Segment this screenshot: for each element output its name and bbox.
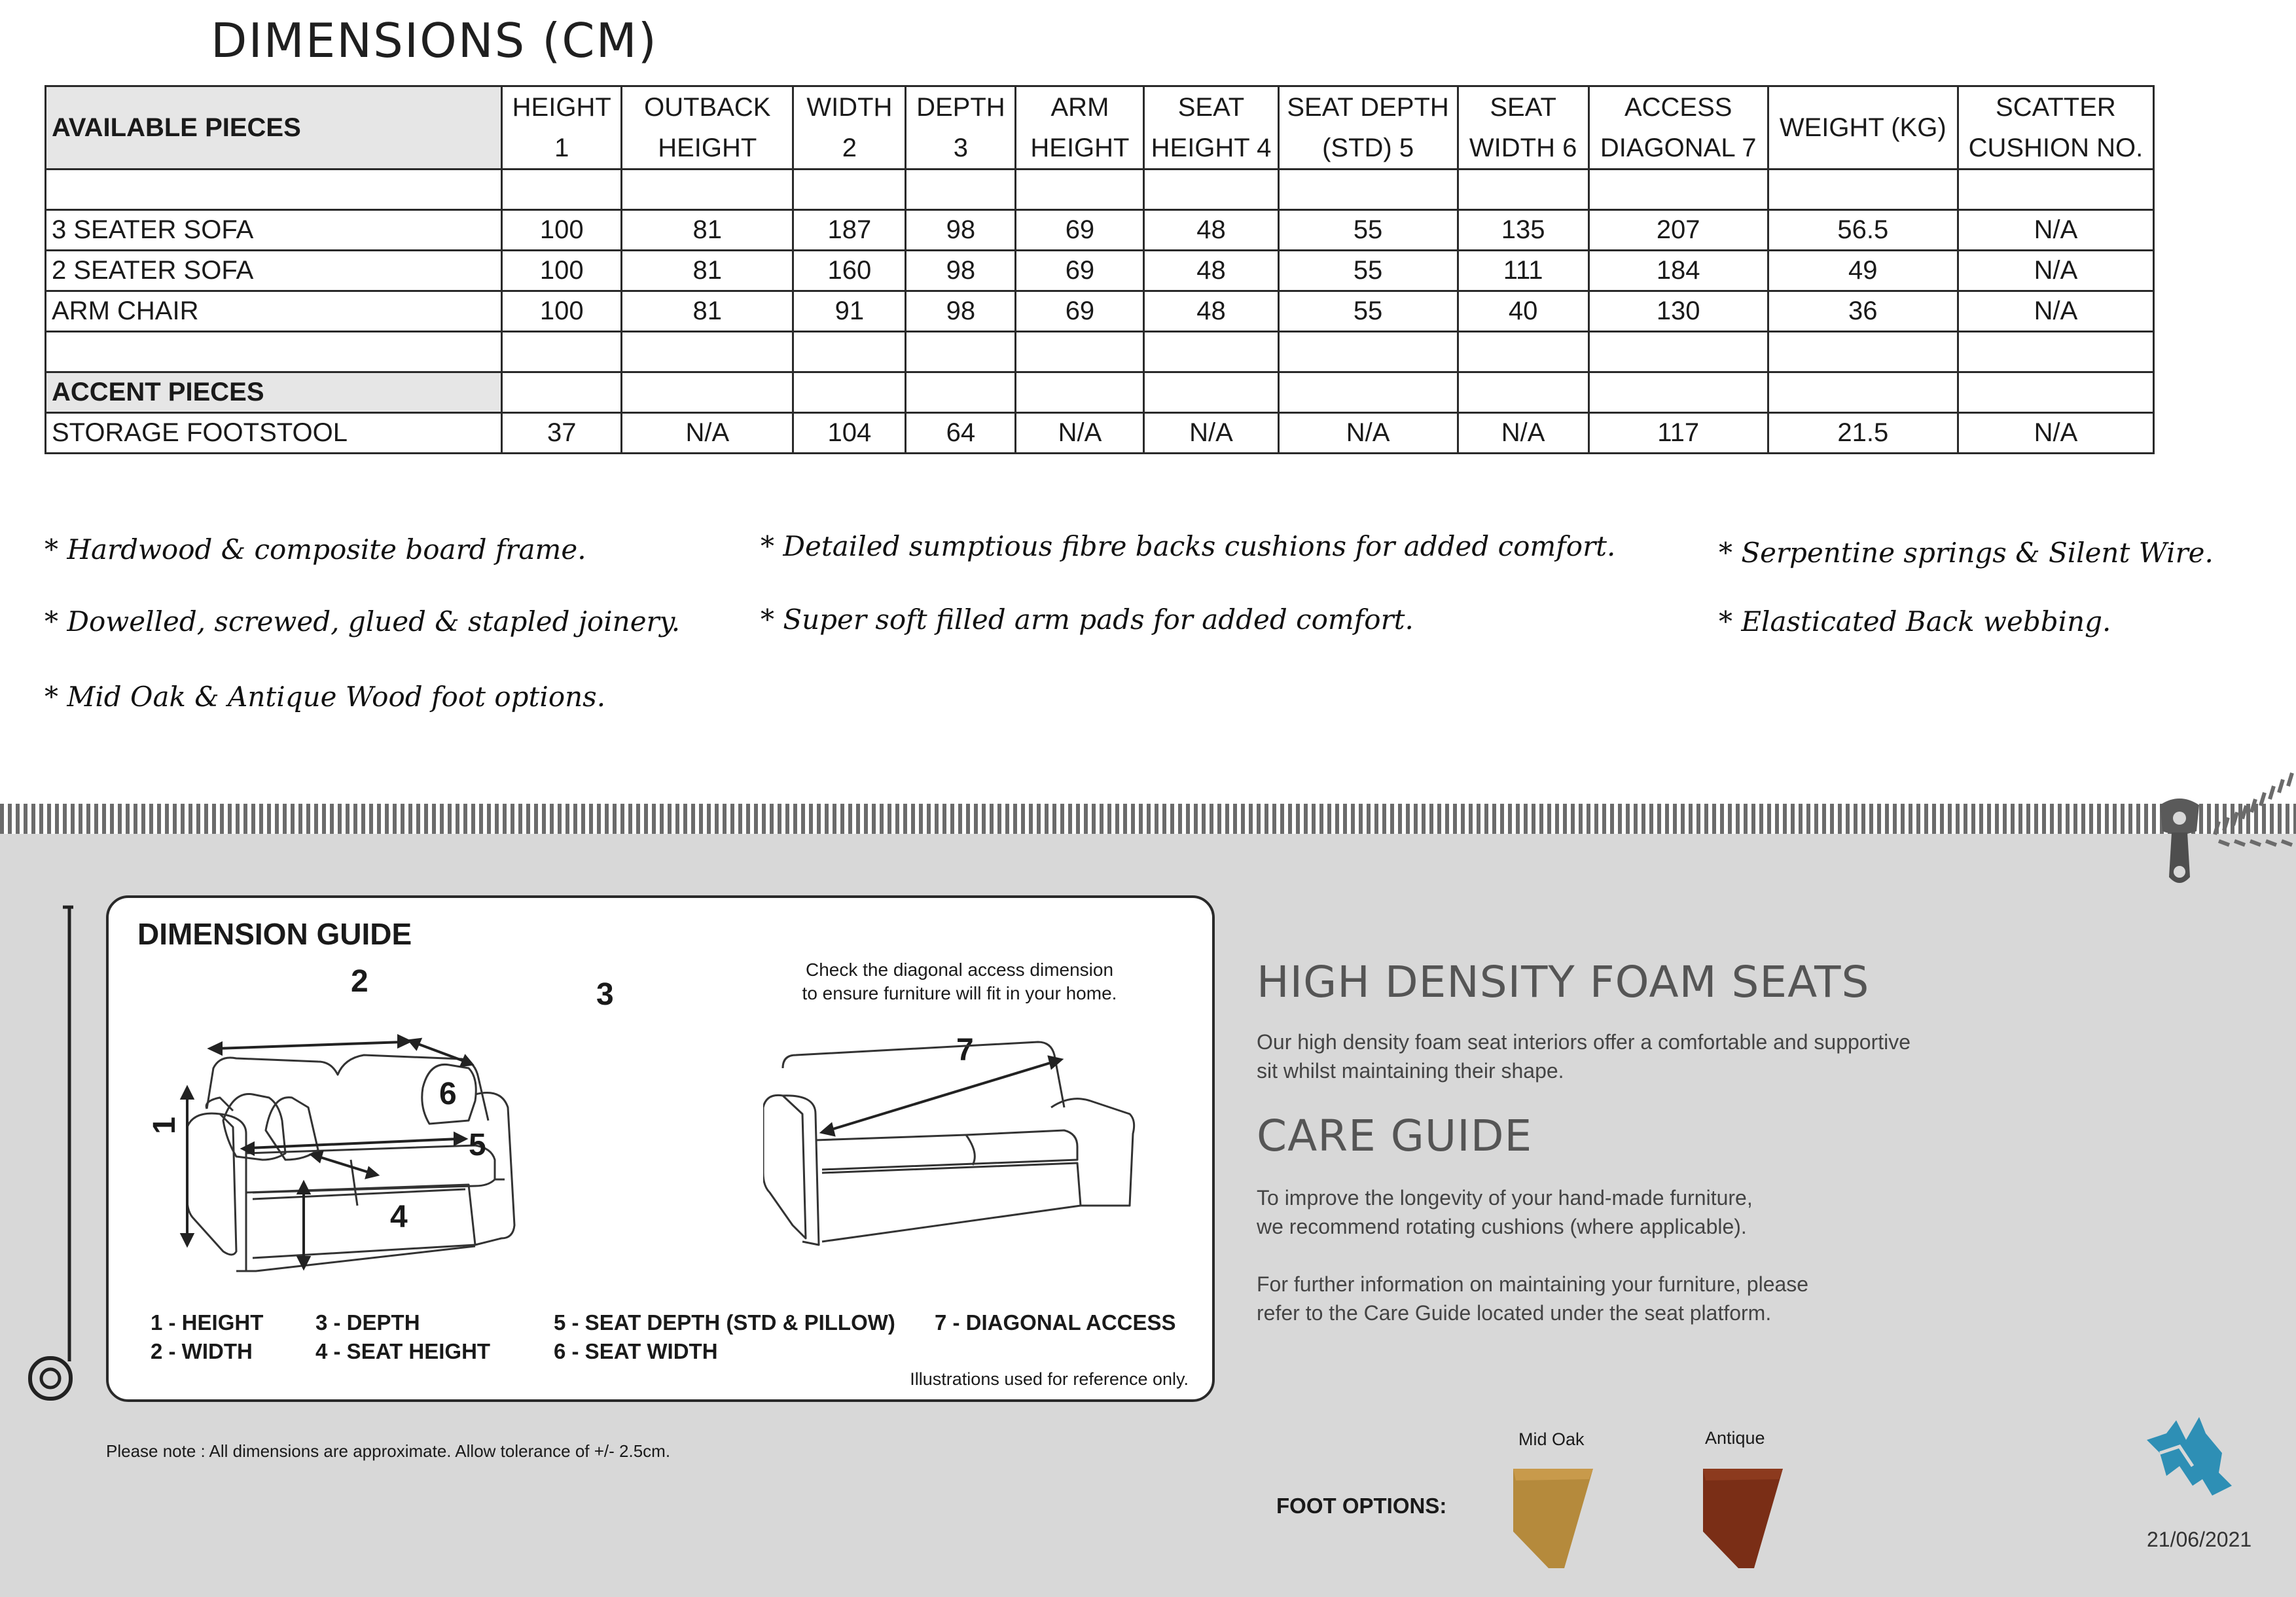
feature-item: * Detailed sumptious fibre backs cushions for added comfort.	[761, 530, 1616, 562]
table-cell: 55	[1278, 291, 1458, 332]
dimension-number: 4	[390, 1200, 408, 1234]
table-cell	[1588, 170, 1768, 210]
care-description-line: we recommend rotating cushions (where applicable).	[1257, 1215, 1747, 1238]
dimension-number: 6	[439, 1077, 457, 1111]
legend-item: 3 - DEPTH	[315, 1310, 420, 1335]
feature-item: * Mid Oak & Antique Wood foot options.	[45, 681, 606, 713]
row-label: 2 SEATER SOFA	[46, 251, 502, 291]
table-cell: 49	[1768, 251, 1958, 291]
table-cell	[502, 332, 622, 372]
care-further-info	[1257, 1270, 1808, 1327]
table-cell: 207	[1588, 210, 1768, 251]
column-header-line: OUTBACK	[644, 93, 771, 122]
table-cell: N/A	[622, 413, 793, 454]
table-cell: 56.5	[1768, 210, 1958, 251]
care-description	[1257, 1183, 1753, 1241]
legend-item: 2 - WIDTH	[151, 1339, 253, 1363]
table-cell: 135	[1458, 210, 1588, 251]
table-cell	[46, 332, 502, 372]
table-cell	[793, 372, 906, 413]
diagonal-access-note	[763, 958, 1156, 1005]
column-header-line: DIAGONAL 7	[1600, 134, 1757, 162]
table-cell: 37	[502, 413, 622, 454]
column-header-line: SEAT	[1177, 93, 1245, 122]
mid-oak-foot-swatch	[1512, 1466, 1597, 1571]
table-cell: N/A	[1278, 413, 1458, 454]
dimension-number: 7	[956, 1033, 974, 1068]
table-row	[46, 210, 2154, 251]
table-cell: 48	[1144, 251, 1278, 291]
table-cell: 100	[502, 210, 622, 251]
table-cell: 100	[502, 291, 622, 332]
column-header-line: ARM	[1050, 93, 1109, 122]
table-cell: 55	[1278, 210, 1458, 251]
column-header	[1144, 86, 1278, 170]
table-cell	[793, 170, 906, 210]
table-cell	[1278, 372, 1458, 413]
care-description-line: For further information on maintaining your furniture, please	[1257, 1272, 1809, 1296]
column-header	[1278, 86, 1458, 170]
table-cell	[793, 332, 906, 372]
foot-option-name: Mid Oak	[1518, 1429, 1585, 1449]
table-cell	[622, 170, 793, 210]
table-cell: 40	[1458, 291, 1588, 332]
table-cell	[1588, 372, 1768, 413]
table-cell: 104	[793, 413, 906, 454]
zip-teeth-icon	[2212, 763, 2296, 848]
table-cell: 81	[622, 210, 793, 251]
zip-pull-icon	[2153, 792, 2206, 890]
table-cell	[1016, 170, 1144, 210]
table-cell: 69	[1016, 291, 1144, 332]
column-header	[622, 86, 793, 170]
column-header-line: DEPTH	[916, 93, 1005, 122]
legend-item: 1 - HEIGHT	[151, 1310, 264, 1335]
column-header-line: 1	[554, 134, 569, 162]
brand-logo-icon	[2140, 1414, 2232, 1499]
table-cell: 21.5	[1768, 413, 1958, 454]
table-cell: 69	[1016, 210, 1144, 251]
table-cell	[1768, 170, 1958, 210]
table-cell: N/A	[1016, 413, 1144, 454]
table-row	[46, 251, 2154, 291]
feature-item: * Dowelled, screwed, glued & stapled joinery.	[45, 605, 681, 637]
column-header-line: HEIGHT 4	[1151, 134, 1272, 162]
table-cell: 81	[622, 251, 793, 291]
feature-item: * Elasticated Back webbing.	[1719, 605, 2111, 637]
foot-options-label: FOOT OPTIONS:	[1276, 1494, 1447, 1518]
care-title: CARE GUIDE	[1257, 1111, 1533, 1161]
column-header-line: WIDTH	[806, 93, 893, 122]
dimension-number: 3	[596, 977, 614, 1012]
table-cell	[1278, 170, 1458, 210]
column-header	[906, 86, 1016, 170]
column-header-line: SEAT DEPTH	[1287, 93, 1449, 122]
column-header-line: ACCESS	[1624, 93, 1732, 122]
foam-description-line: Our high density foam seat interiors offer a comfortable and supportive	[1257, 1030, 1911, 1054]
column-header	[1768, 86, 1958, 170]
dimension-number: 1	[147, 1117, 182, 1134]
foam-description	[1257, 1028, 1910, 1085]
table-cell	[622, 372, 793, 413]
table-cell: 184	[1588, 251, 1768, 291]
table-cell	[1958, 372, 2153, 413]
accent-pieces-label: ACCENT PIECES	[46, 372, 502, 413]
column-header-line: HEIGHT	[512, 93, 611, 122]
foam-description-line: sit whilst maintaining their shape.	[1257, 1059, 1564, 1083]
table-cell	[906, 170, 1016, 210]
table-cell	[1768, 372, 1958, 413]
table-row	[46, 291, 2154, 332]
table-header-row	[46, 86, 2154, 170]
table-cell: 81	[622, 291, 793, 332]
accent-pieces-row	[46, 372, 2154, 413]
table-cell	[1016, 372, 1144, 413]
table-cell: 117	[1588, 413, 1768, 454]
table-cell: 98	[906, 251, 1016, 291]
row-label: 3 SEATER SOFA	[46, 210, 502, 251]
column-header-line: HEIGHT	[1030, 134, 1130, 162]
care-description-line: refer to the Care Guide located under the seat platform.	[1257, 1301, 1772, 1325]
table-cell	[1016, 332, 1144, 372]
feature-item: * Super soft filled arm pads for added comfort.	[761, 603, 1414, 636]
feature-item: * Hardwood & composite board frame.	[45, 533, 586, 565]
table-cell	[502, 170, 622, 210]
table-cell: 98	[906, 291, 1016, 332]
dimensions-table	[45, 85, 2155, 454]
column-header	[1588, 86, 1768, 170]
table-cell	[1458, 332, 1588, 372]
header-available-pieces	[46, 86, 502, 170]
column-header-line: 3	[953, 134, 969, 162]
table-cell: 36	[1768, 291, 1958, 332]
table-cell	[906, 332, 1016, 372]
tolerance-note: Please note : All dimensions are approximate. Allow tolerance of +/- 2.5cm.	[106, 1441, 671, 1461]
row-label: ARM CHAIR	[46, 291, 502, 332]
care-description-line: To improve the longevity of your hand-made furniture,	[1257, 1186, 1753, 1210]
column-header-line: WEIGHT (KG)	[1779, 113, 1946, 142]
foot-option-name: Antique	[1705, 1428, 1765, 1448]
table-cell	[1144, 332, 1278, 372]
zip-strip	[0, 804, 2296, 834]
column-header-line: AVAILABLE PIECES	[52, 113, 301, 142]
dimension-number: 5	[469, 1128, 486, 1162]
document-date: 21/06/2021	[2147, 1528, 2252, 1551]
legend-item: 7 - DIAGONAL ACCESS	[935, 1310, 1176, 1335]
table-cell	[906, 372, 1016, 413]
table-cell: 111	[1458, 251, 1588, 291]
table-cell: 55	[1278, 251, 1458, 291]
legend-item: 4 - SEAT HEIGHT	[315, 1339, 491, 1363]
table-cell	[1458, 372, 1588, 413]
column-header-line: WIDTH 6	[1469, 134, 1577, 162]
table-cell	[502, 372, 622, 413]
table-cell: 130	[1588, 291, 1768, 332]
table-cell: 91	[793, 291, 906, 332]
column-header-line: SCATTER	[1996, 93, 2116, 122]
table-cell: N/A	[1958, 291, 2153, 332]
table-cell	[1958, 332, 2153, 372]
column-header	[793, 86, 906, 170]
row-label: STORAGE FOOTSTOOL	[46, 413, 502, 454]
column-header-line: (STD) 5	[1322, 134, 1414, 162]
guide-title: DIMENSION GUIDE	[137, 917, 412, 951]
table-cell: N/A	[1458, 413, 1588, 454]
table-cell: 100	[502, 251, 622, 291]
table-cell: N/A	[1958, 210, 2153, 251]
table-cell	[1278, 332, 1458, 372]
table-row	[46, 413, 2154, 454]
table-cell: 48	[1144, 291, 1278, 332]
tape-measure-icon	[26, 903, 79, 1414]
empty-row	[46, 170, 2154, 210]
page-title: DIMENSIONS (CM)	[211, 13, 658, 68]
table-cell: N/A	[1144, 413, 1278, 454]
column-header-line: CUSHION NO.	[1968, 134, 2144, 162]
table-cell	[46, 170, 502, 210]
table-cell: 160	[793, 251, 906, 291]
table-cell	[1144, 170, 1278, 210]
column-header-line: HEIGHT	[658, 134, 757, 162]
antique-foot-swatch	[1702, 1466, 1787, 1571]
table-cell: 64	[906, 413, 1016, 454]
diagonal-access-note-line: Check the diagonal access dimension	[805, 960, 1114, 980]
column-header	[1958, 86, 2153, 170]
feature-item: * Serpentine springs & Silent Wire.	[1719, 537, 2214, 569]
column-header	[1016, 86, 1144, 170]
foam-title: HIGH DENSITY FOAM SEATS	[1257, 957, 1870, 1007]
dimension-number: 2	[351, 964, 368, 999]
dimension-guide-panel	[106, 895, 1215, 1402]
empty-row	[46, 332, 2154, 372]
table-cell	[1958, 170, 2153, 210]
table-cell	[1768, 332, 1958, 372]
table-cell: 69	[1016, 251, 1144, 291]
legend-item: 5 - SEAT DEPTH (STD & PILLOW)	[554, 1310, 895, 1335]
table-cell: N/A	[1958, 413, 2153, 454]
table-cell	[1458, 170, 1588, 210]
diagonal-access-note-line: to ensure furniture will fit in your home.	[802, 983, 1117, 1003]
illustration-note: Illustrations used for reference only.	[910, 1369, 1189, 1389]
table-cell	[1144, 372, 1278, 413]
table-cell: 98	[906, 210, 1016, 251]
legend-item: 6 - SEAT WIDTH	[554, 1339, 718, 1363]
column-header-line: SEAT	[1490, 93, 1556, 122]
sofa-diagonal-illustration	[763, 1016, 1195, 1265]
table-cell	[1588, 332, 1768, 372]
column-header-line: 2	[842, 134, 857, 162]
table-cell: 187	[793, 210, 906, 251]
table-cell: 48	[1144, 210, 1278, 251]
column-header	[502, 86, 622, 170]
column-header	[1458, 86, 1588, 170]
table-cell	[622, 332, 793, 372]
table-cell: N/A	[1958, 251, 2153, 291]
